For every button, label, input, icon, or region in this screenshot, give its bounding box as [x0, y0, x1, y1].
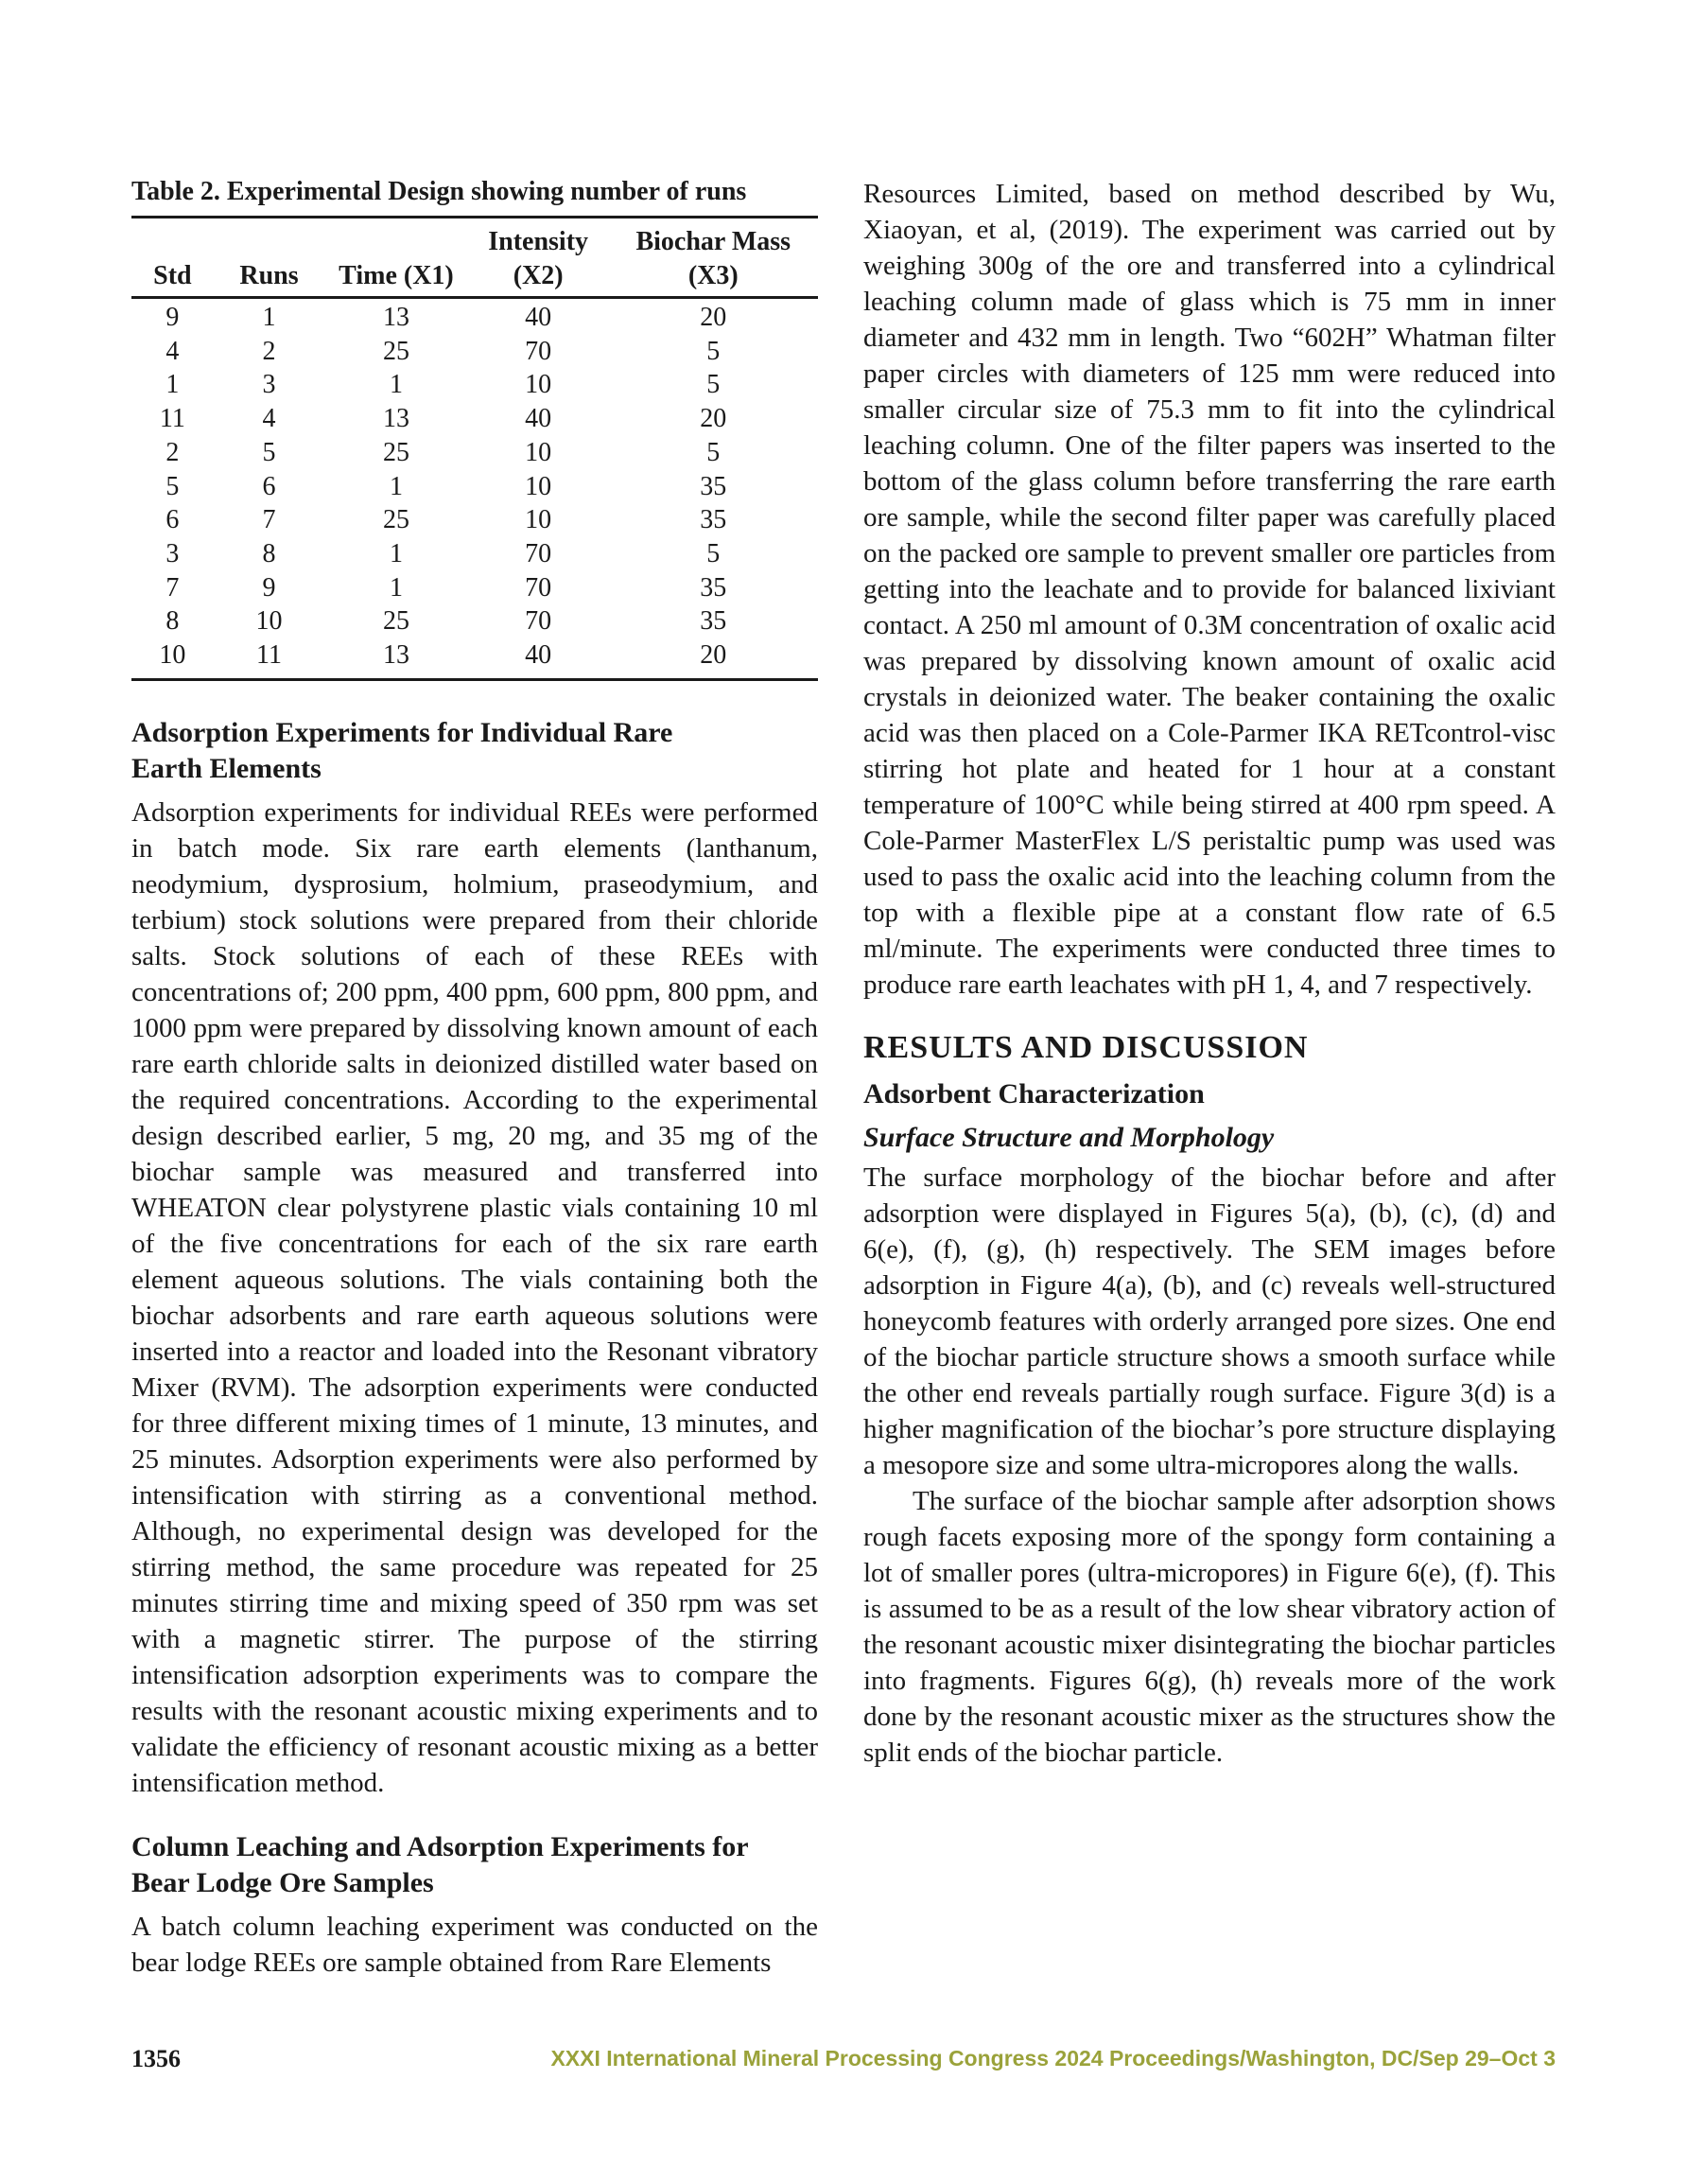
table-cell-time: 1: [389, 538, 403, 568]
table-cell-biochar: 35: [700, 471, 727, 501]
table-cell-runs: 10: [255, 606, 283, 637]
heading-adsorption-experiments: [131, 715, 818, 787]
col-header-biochar-line2: (X3): [609, 259, 818, 298]
table-row: [131, 436, 818, 470]
table-cell-runs: 3: [262, 370, 276, 400]
table-cell-intensity: 40: [468, 638, 609, 679]
table-cell-intensity: 70: [525, 538, 552, 568]
table-row: [131, 368, 818, 402]
right-column: [863, 176, 1556, 1771]
table-cell-std: 9: [165, 303, 180, 332]
table-cell-std: 5: [165, 471, 180, 501]
table-row: [131, 571, 818, 605]
table-row: [131, 537, 818, 571]
table-cell-intensity: 10: [525, 437, 552, 467]
table-body: [131, 298, 818, 680]
col-header-runs: Runs: [214, 259, 324, 298]
table-cell-biochar: 5: [706, 538, 721, 568]
table-cell-std: 4: [165, 336, 180, 366]
table-cell-std: 3: [165, 538, 180, 568]
table-cell-time: 25: [382, 606, 409, 637]
paragraph-surface-morphology: The surface morphology of the biochar before and after adsorption were displayed in Figures 5(a), (b), (c), (d) and 6(e), (f), (g), (h) respectively. The SEM images before adsorption in Figure 4(a), (b), and (c) reveals well-structured honeycomb features with orderly arranged pore sizes. One end of the biochar particle structure shows a smooth surface while the other end reveals partially rough surface. Figure 3(d) is a higher magnification of the biochar’s pore structure displaying a mesopore size and some ultra-micropores along the walls.: [863, 1162, 1556, 1480]
paragraph-leaching-method: Resources Limited, based on method described by Wu, Xiaoyan, et al, (2019). The experiment was carried out by weighing 300g of the ore and transferred into a cylindrical leaching column made of glass which is 75 mm in inner diameter and 432 mm in length. Two “602H” Whatman filter paper circles with diameters of 125 mm were reduced into smaller circular size of 75.3 mm to fit into the cylindrical leaching column. One of the filter papers was inserted to the bottom of the glass column before transferring the rare earth ore sample, while the second filter paper was carefully placed on the packed ore sample to prevent smaller ore particles from getting into the leachate and to provide for balanced lixiviant contact. A 250 ml amount of 0.3M concentration of oxalic acid was prepared by dissolving known amount of oxalic acid crystals in deionized water. The beaker containing the oxalic acid was then placed on a Cole-Parmer IKA RETcontrol-visc stirring hot plate and heated for 1 hour at a constant temperature of 100°C while being stirred at 400 rpm speed. A Cole-Parmer MasterFlex L/S peristaltic pump was used was used to pass the oxalic acid into the leaching column from the top with a flexible pipe at a constant flow rate of 6.5 ml/minute. The experiments were conducted three times to produce rare earth leachates with pH 1, 4, and 7 respectively.: [863, 179, 1556, 1000]
heading-surface-structure: Surface Structure and Morphology: [863, 1122, 1275, 1153]
table-cell-intensity: 10: [525, 471, 552, 501]
table-cell-runs: 9: [262, 572, 276, 603]
table-cell-runs: 2: [262, 336, 276, 366]
table-row: [131, 503, 818, 537]
conference-footer: XXXI International Mineral Processing Congress 2024 Proceedings/Washington, DC/Sep 29–Oct 3: [550, 2046, 1556, 2070]
col-header-intensity-line2: (X2): [468, 259, 609, 298]
paragraph-column-leaching: A batch column leaching experiment was conducted on the bear lodge REEs ore sample obtained from Rare Elements: [131, 1911, 818, 1978]
table-cell-time: 1: [389, 471, 403, 501]
table-cell-intensity: 40: [525, 303, 552, 332]
table-cell-std: 8: [165, 606, 180, 637]
table-cell-time: 13: [382, 303, 409, 332]
table-cell-intensity: 70: [525, 572, 552, 603]
table-cell-biochar: 35: [700, 505, 727, 535]
table-cell-std: 11: [159, 404, 185, 434]
table-cell-biochar: 5: [706, 370, 721, 400]
table-row: [131, 298, 818, 335]
table-cell-runs: 8: [262, 538, 276, 568]
table-cell-time: 13: [324, 638, 468, 679]
paragraph-after-adsorption: The surface of the biochar sample after adsorption shows rough facets exposing more of the spongy form containing a lot of smaller pores (ultra-micropores) in Figure 6(e), (f). This is assumed to be as a result of the low shear vibratory action of the resonant acoustic mixer disintegrating the biochar particles into fragments. Figures 6(g), (h) reveals more of the work done by the resonant acoustic mixer as the structures show the split ends of the biochar particle.: [863, 1486, 1556, 1768]
table-cell-biochar: 35: [700, 606, 727, 637]
table-row: [131, 335, 818, 369]
table-row: [131, 638, 818, 679]
table-caption: Table 2. Experimental Design showing number of runs: [131, 177, 747, 206]
table-cell-runs: 11: [214, 638, 324, 679]
table-cell-intensity: 70: [525, 606, 552, 637]
table-cell-time: 1: [389, 572, 403, 603]
heading-column-leaching: [131, 1829, 818, 1901]
section-heading-results: RESULTS AND DISCUSSION: [863, 1030, 1309, 1065]
col-header-time: Time (X1): [324, 259, 468, 298]
table-cell-runs: 4: [262, 404, 276, 434]
table-row: [131, 604, 818, 638]
heading-line: Column Leaching and Adsorption Experiments for: [131, 1830, 749, 1862]
left-column: [131, 176, 818, 1981]
table-cell-biochar: 20: [700, 303, 727, 332]
table-cell-runs: 5: [262, 437, 276, 467]
heading-adsorbent-characterization: Adsorbent Characterization: [863, 1078, 1205, 1109]
table-cell-biochar: 35: [700, 572, 727, 603]
experimental-design-table: [131, 216, 818, 681]
table-cell-std: 7: [165, 572, 180, 603]
table-cell-biochar: 20: [700, 404, 727, 434]
table-cell-time: 25: [382, 437, 409, 467]
heading-line: Bear Lodge Ore Samples: [131, 1866, 434, 1898]
table-cell-biochar: 20: [609, 638, 818, 679]
table-cell-time: 1: [389, 370, 403, 400]
table-cell-std: 6: [165, 505, 180, 535]
table-cell-std: 10: [131, 638, 214, 679]
table-cell-time: 25: [382, 505, 409, 535]
table-cell-intensity: 10: [525, 505, 552, 535]
table-cell-biochar: 5: [706, 437, 721, 467]
paragraph-adsorption: Adsorption experiments for individual REEs were performed in batch mode. Six rare earth elements (lanthanum, neodymium, dysprosium, holmium, praseodymium, and terbium) stock solutions were prepared from their chloride salts. Stock solutions of each of these REEs with concentrations of; 200 ppm, 400 ppm, 600 ppm, 800 ppm, and 1000 ppm were prepared by dissolving known amount of each rare earth chloride salts in deionized distilled water based on the required concentrations. According to the experimental design described earlier, 5 mg, 20 mg, and 35 mg of the biochar sample was measured and transferred into WHEATON clear polystyrene plastic vials containing 10 ml of the five concentrations for each of the six rare earth element aqueous solutions. The vials containing both the biochar adsorbents and rare earth aqueous solutions were inserted into a reactor and loaded into the Resonant vibratory Mixer (RVM). The adsorption experiments were conducted for three different mixing times of 1 minute, 13 minutes, and 25 minutes. Adsorption experiments were also performed by intensification with stirring as a conventional method. Although, no experimental design was developed for the stirring method, the same procedure was repeated for 25 minutes stirring time and mixing speed of 350 rpm was set with a magnetic stirrer. The purpose of the stirring intensification adsorption experiments was to compare the results with the resonant acoustic mixing experiments and to validate the efficiency of resonant acoustic mixing as a better intensification method.: [131, 796, 818, 1798]
page-number: 1356: [131, 2045, 181, 2072]
table-cell-std: 2: [165, 437, 180, 467]
heading-line: Adsorption Experiments for Individual Rare: [131, 716, 673, 748]
table-row: [131, 470, 818, 504]
table-cell-runs: 7: [262, 505, 276, 535]
heading-line: Earth Elements: [131, 752, 322, 784]
col-header-biochar-line1: Biochar Mass: [609, 218, 818, 260]
table-cell-runs: 1: [262, 303, 276, 332]
table-cell-runs: 6: [262, 471, 276, 501]
table-cell-intensity: 10: [525, 370, 552, 400]
table-cell-intensity: 70: [525, 336, 552, 366]
col-header-std: Std: [131, 259, 214, 298]
table-cell-std: 1: [165, 370, 180, 400]
table-cell-time: 13: [382, 404, 409, 434]
table-cell-intensity: 40: [525, 404, 552, 434]
table-row: [131, 402, 818, 436]
col-header-intensity-line1: Intensity: [468, 218, 609, 260]
table-cell-biochar: 5: [706, 336, 721, 366]
table-cell-time: 25: [382, 336, 409, 366]
